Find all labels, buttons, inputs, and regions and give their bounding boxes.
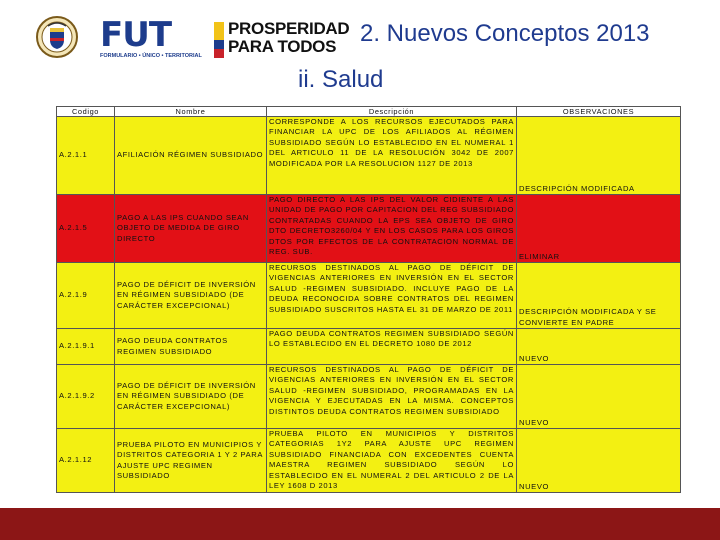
header-code: Codigo	[57, 107, 115, 117]
prosperidad-logo	[214, 20, 364, 60]
row-code: A.2.1.9	[57, 263, 115, 329]
row-observation: NUEVO	[517, 429, 681, 493]
row-observation: NUEVO	[517, 329, 681, 365]
coat-of-arms-icon	[36, 14, 78, 60]
page-subtitle: ii. Salud	[298, 66, 384, 93]
table-row	[57, 429, 681, 493]
row-observation: ELIMINAR	[517, 195, 681, 263]
fut-logo	[100, 15, 230, 62]
row-code: A.2.1.5	[57, 195, 115, 263]
flag-bars-icon	[214, 22, 224, 58]
header-description: Descripción	[267, 107, 517, 117]
row-code: A.2.1.12	[57, 429, 115, 493]
row-code: A.2.1.1	[57, 117, 115, 195]
row-name: PAGO DE DÉFICIT DE INVERSIÓN EN RÉGIMEN SUBSIDIADO (DE CARÁCTER EXCEPCIONAL)	[115, 365, 267, 429]
table-row	[57, 263, 681, 329]
row-description: PAGO DIRECTO A LAS IPS DEL VALOR CIDIENTE A LAS UNIDAD DE PAGO POR CAPITACION DEL REG SUBSIDIADO CONTRATADAS CUANDO LA EPS SEA OBJETO DE GIRO DTO DECRETO3260/04 Y EN LOS CASOS PARA LOS GIROS DTOS POR EFECTOS DE LA CONTRATACION NORMAL DE REG. SUB.	[267, 195, 517, 263]
page-title: 2. Nuevos Conceptos 2013	[360, 20, 650, 47]
row-description: CORRESPONDE A LOS RECURSOS EJECUTADOS PARA FINANCIAR LA UPC DE LOS AFILIADOS AL RÉGIMEN SUBSIDIADO SEGÚN LO ESTABLECIDO EN EL NUMERAL 1 DEL ARTICULO 11 DE LA RESOLUCIÓN 3042 DE 2007 MODIFICADA POR LA RESOLUCION 1127 DE 2013	[267, 117, 517, 195]
row-description: RECURSOS DESTINADOS AL PAGO DE DÉFICIT DE VIGENCIAS ANTERIORES EN INVERSIÓN EN EL SECTOR SALUD -REGIMEN SUBSIDIADO. INCLUYE PAGO DE LA DEUDA RECONOCIDA SOBRE CONTRATOS DEL REGIMEN SUBSIDIADO SUSCRITOS HASTA EL 31 DE MARZO DE 2011	[267, 263, 517, 329]
row-observation: DESCRIPCIÓN MODIFICADA Y SE CONVIERTE EN PADRE	[517, 263, 681, 329]
header-observations: OBSERVACIONES	[517, 107, 681, 117]
concepts-table	[56, 106, 681, 493]
table-row	[57, 195, 681, 263]
row-observation: NUEVO	[517, 365, 681, 429]
row-code: A.2.1.9.2	[57, 365, 115, 429]
row-name: PAGO DEUDA CONTRATOS REGIMEN SUBSIDIADO	[115, 329, 267, 365]
row-code: A.2.1.9.1	[57, 329, 115, 365]
table-row	[57, 329, 681, 365]
footer-bar	[0, 508, 720, 540]
row-observation: DESCRIPCIÓN MODIFICADA	[517, 117, 681, 195]
row-description: PRUEBA PILOTO EN MUNICIPIOS Y DISTRITOS CATEGORIAS 1Y2 PARA AJUSTE UPC REGIMEN SUBSIDIADO FINANCIADA CON EXCEDENTES CUENTA MAESTRA REGIMEN SUBSIDIADO SEGÚN LO ESTABLECIDO EN EL NUMERAL 2 DEL ARTICULO 2 DE LA LEY 1608 D 2013	[267, 429, 517, 493]
prosperidad-logo-text	[228, 20, 349, 56]
prosperidad-line-1: PROSPERIDAD	[228, 19, 350, 38]
table-row	[57, 117, 681, 195]
header-name: Nombre	[115, 107, 267, 117]
fut-logo-tagline: FORMULARIO • ÚNICO • TERRITORIAL	[100, 53, 202, 59]
row-name: PAGO DE DÉFICIT DE INVERSIÓN EN RÉGIMEN SUBSIDIADO (DE CARÁCTER EXCEPCIONAL)	[115, 263, 267, 329]
prosperidad-line-2: PARA TODOS	[228, 37, 337, 56]
table-header-row	[57, 107, 681, 117]
row-name: PRUEBA PILOTO EN MUNICIPIOS Y DISTRITOS CATEGORIA 1 Y 2 PARA AJUSTE UPC REGIMEN SUBSIDIADO	[115, 429, 267, 493]
row-description: RECURSOS DESTINADOS AL PAGO DE DÉFICIT DE VIGENCIAS ANTERIORES EN INVERSIÓN EN EL SECTOR SALUD -REGIMEN SUBSIDIADO, PROGRAMADAS EN LA VIGENCIA Y EJECUTADAS EN LA MISMA. CONCEPTOS DISTINTOS DEUDA CONTRATOS REGIMEN SUBSIDIADO	[267, 365, 517, 429]
row-name: PAGO A LAS IPS CUANDO SEAN OBJETO DE MEDIDA DE GIRO DIRECTO	[115, 195, 267, 263]
row-description: PAGO DEUDA CONTRATOS REGIMEN SUBSIDIADO SEGÚN LO ESTABLECIDO EN EL DECRETO 1080 DE 2012	[267, 329, 517, 365]
fut-logo-letters: FUT	[100, 15, 172, 55]
row-name: AFILIACIÓN RÉGIMEN SUBSIDIADO	[115, 117, 267, 195]
table-row	[57, 365, 681, 429]
